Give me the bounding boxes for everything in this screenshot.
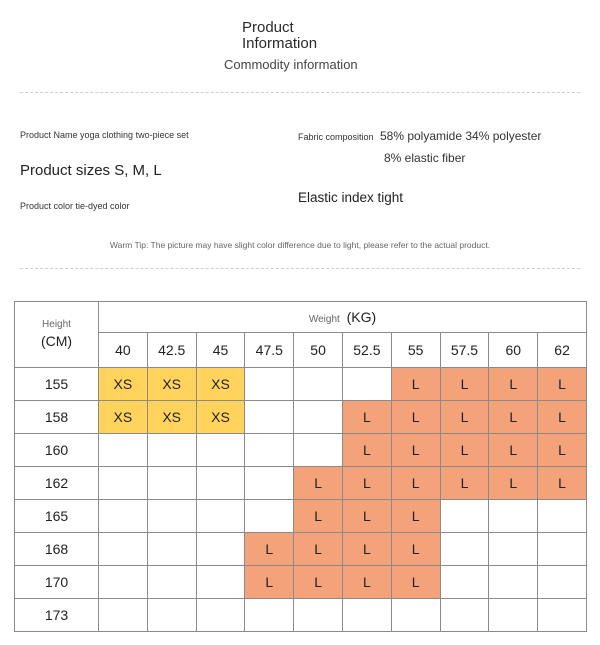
fabric-value-1: 58% polyamide 34% polyester: [379, 129, 542, 143]
size-cell: L: [538, 467, 587, 500]
size-cell: [99, 533, 148, 566]
weight-column-header: 40: [99, 333, 148, 368]
table-row: [15, 533, 587, 566]
page-title: Product Information: [242, 19, 318, 52]
table-row: [15, 368, 587, 401]
weights-row: [15, 333, 587, 368]
height-cell: 155: [15, 368, 99, 401]
weight-column-header: 52.5: [342, 333, 391, 368]
size-cell: XS: [99, 368, 148, 401]
size-cell: [294, 401, 343, 434]
size-cell: L: [294, 566, 343, 599]
page-subtitle: Commodity information: [224, 57, 358, 72]
size-cell: L: [342, 533, 391, 566]
size-cell: [440, 599, 489, 632]
size-cell: [196, 599, 245, 632]
product-name: Product Name yoga clothing two-piece set: [20, 130, 189, 140]
size-chart-table: [14, 301, 587, 632]
size-cell: L: [489, 467, 538, 500]
fabric-value-2: 8% elastic fiber: [384, 151, 466, 165]
table-row: [15, 401, 587, 434]
weight-label: Weight: [308, 314, 340, 325]
table-row: [15, 434, 587, 467]
size-cell: L: [342, 467, 391, 500]
size-cell: [147, 599, 196, 632]
size-cell: L: [440, 467, 489, 500]
table-row: [15, 467, 587, 500]
size-cell: L: [538, 434, 587, 467]
size-cell: XS: [147, 368, 196, 401]
size-cell: XS: [196, 368, 245, 401]
size-cell: L: [391, 566, 440, 599]
size-cell: [440, 533, 489, 566]
height-cell: 160: [15, 434, 99, 467]
weight-column-header: 42.5: [147, 333, 196, 368]
size-cell: [538, 566, 587, 599]
size-cell: [391, 599, 440, 632]
size-cell: [538, 533, 587, 566]
size-cell: L: [391, 434, 440, 467]
size-cell: [147, 467, 196, 500]
weight-header: [99, 302, 587, 333]
product-sizes: Product sizes S, M, L: [20, 162, 162, 179]
size-cell: [245, 401, 294, 434]
table-row: [15, 566, 587, 599]
size-cell: L: [391, 467, 440, 500]
size-cell: [147, 566, 196, 599]
size-cell: L: [294, 500, 343, 533]
height-header: [15, 302, 99, 368]
height-cell: 158: [15, 401, 99, 434]
size-cell: [196, 500, 245, 533]
size-cell: [245, 434, 294, 467]
size-cell: [489, 500, 538, 533]
size-cell: [147, 500, 196, 533]
elastic-index: Elastic index tight: [298, 190, 404, 205]
divider: [20, 268, 580, 269]
size-cell: L: [391, 500, 440, 533]
table-row: [15, 500, 587, 533]
size-cell: L: [245, 533, 294, 566]
size-cell: [99, 566, 148, 599]
size-cell: [342, 368, 391, 401]
size-cell: L: [391, 368, 440, 401]
size-cell: [342, 599, 391, 632]
weight-unit: (KG): [346, 309, 377, 325]
size-cell: [99, 599, 148, 632]
size-cell: L: [391, 401, 440, 434]
weight-title-row: [15, 302, 587, 333]
weight-column-header: 57.5: [440, 333, 489, 368]
size-cell: L: [440, 434, 489, 467]
size-cell: XS: [99, 401, 148, 434]
size-cell: [147, 434, 196, 467]
size-cell: [245, 500, 294, 533]
size-cell: [245, 467, 294, 500]
size-cell: XS: [196, 401, 245, 434]
height-cell: 162: [15, 467, 99, 500]
warm-tip: Warm Tip: The picture may have slight color difference due to light, please refer to the actual product.: [109, 240, 491, 250]
size-cell: [99, 467, 148, 500]
size-cell: [99, 434, 148, 467]
weight-column-header: 62: [538, 333, 587, 368]
size-cell: [196, 434, 245, 467]
size-cell: [196, 533, 245, 566]
size-cell: [196, 566, 245, 599]
height-unit: (CM): [40, 333, 73, 349]
size-cell: L: [538, 401, 587, 434]
weight-column-header: 60: [489, 333, 538, 368]
size-cell: L: [489, 434, 538, 467]
height-cell: 165: [15, 500, 99, 533]
weight-column-header: 55: [391, 333, 440, 368]
size-cell: L: [294, 467, 343, 500]
height-cell: 168: [15, 533, 99, 566]
product-color: Product color tie-dyed color: [20, 201, 130, 211]
size-cell: L: [342, 401, 391, 434]
fabric-label: Fabric composition: [298, 132, 374, 142]
size-cell: L: [294, 533, 343, 566]
size-cell: L: [489, 368, 538, 401]
size-cell: L: [440, 368, 489, 401]
size-cell: L: [440, 401, 489, 434]
size-cell: L: [342, 434, 391, 467]
size-cell: [440, 566, 489, 599]
divider: [20, 92, 580, 93]
size-cell: XS: [147, 401, 196, 434]
size-cell: [294, 368, 343, 401]
height-cell: 170: [15, 566, 99, 599]
size-cell: [294, 434, 343, 467]
size-cell: [99, 500, 148, 533]
fabric-composition: [298, 127, 541, 145]
size-cell: [245, 368, 294, 401]
size-cell: [489, 533, 538, 566]
size-cell: [440, 500, 489, 533]
size-cell: L: [489, 401, 538, 434]
size-cell: [489, 566, 538, 599]
size-cell: L: [391, 533, 440, 566]
size-cell: [294, 599, 343, 632]
size-cell: [245, 599, 294, 632]
weight-column-header: 50: [294, 333, 343, 368]
weight-column-header: 47.5: [245, 333, 294, 368]
height-cell: 173: [15, 599, 99, 632]
size-cell: L: [245, 566, 294, 599]
size-cell: L: [538, 368, 587, 401]
size-cell: [489, 599, 538, 632]
table-row: [15, 599, 587, 632]
size-cell: [538, 599, 587, 632]
weight-column-header: 45: [196, 333, 245, 368]
size-cell: [538, 500, 587, 533]
size-cell: [147, 533, 196, 566]
size-cell: [196, 467, 245, 500]
size-cell: L: [342, 500, 391, 533]
size-cell: L: [342, 566, 391, 599]
height-label: Height: [42, 319, 71, 330]
